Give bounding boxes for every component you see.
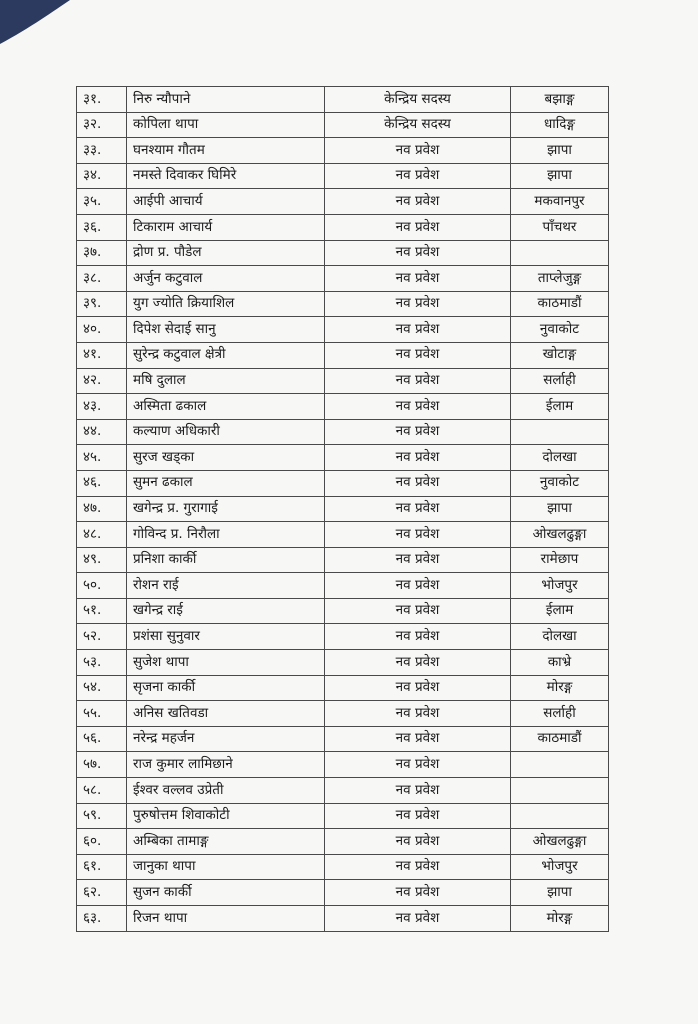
member-district-cell: मोरङ्ग [511, 906, 609, 932]
serial-number-cell: ३९. [77, 291, 127, 317]
member-name-cell: अस्मिता ढकाल [127, 394, 325, 420]
member-role-cell: नव प्रवेश [325, 778, 511, 804]
member-district-cell: ताप्लेजुङ्ग [511, 266, 609, 292]
member-name-cell: घनश्याम गौतम [127, 138, 325, 164]
member-district-cell [511, 803, 609, 829]
member-district-cell [511, 752, 609, 778]
serial-number-cell: ५६. [77, 726, 127, 752]
member-role-cell: नव प्रवेश [325, 419, 511, 445]
table-row [77, 445, 609, 471]
member-name-cell: खगेन्द्र राई [127, 598, 325, 624]
member-district-cell: खोटाङ्ग [511, 342, 609, 368]
member-list-body [77, 87, 609, 932]
table-row [77, 675, 609, 701]
table-row [77, 650, 609, 676]
member-district-cell: मोरङ्ग [511, 675, 609, 701]
member-name-cell: प्रशंसा सुनुवार [127, 624, 325, 650]
member-district-cell [511, 778, 609, 804]
member-district-cell: सर्लाही [511, 368, 609, 394]
member-name-cell: आईपी आचार्य [127, 189, 325, 215]
member-role-cell: नव प्रवेश [325, 624, 511, 650]
table-row [77, 470, 609, 496]
table-row [77, 163, 609, 189]
member-role-cell: नव प्रवेश [325, 829, 511, 855]
serial-number-cell: ५५. [77, 701, 127, 727]
member-role-cell: नव प्रवेश [325, 317, 511, 343]
member-district-cell: पाँचथर [511, 214, 609, 240]
serial-number-cell: ४८. [77, 522, 127, 548]
table-row [77, 573, 609, 599]
member-name-cell: अम्बिका तामाङ्ग [127, 829, 325, 855]
table-row [77, 598, 609, 624]
member-name-cell: सृजना कार्की [127, 675, 325, 701]
member-role-cell: नव प्रवेश [325, 394, 511, 420]
serial-number-cell: ६०. [77, 829, 127, 855]
serial-number-cell: ४९. [77, 547, 127, 573]
table-row [77, 138, 609, 164]
serial-number-cell: ३७. [77, 240, 127, 266]
member-role-cell: नव प्रवेश [325, 291, 511, 317]
corner-shadow-decoration [0, 0, 70, 48]
member-name-cell: सुजन कार्की [127, 880, 325, 906]
member-district-cell: ओखलढुङ्गा [511, 829, 609, 855]
table-row [77, 240, 609, 266]
serial-number-cell: ५८. [77, 778, 127, 804]
table-row [77, 752, 609, 778]
table-row [77, 291, 609, 317]
member-name-cell: ईश्वर वल्लव उप्रेती [127, 778, 325, 804]
member-role-cell: नव प्रवेश [325, 906, 511, 932]
table-row [77, 112, 609, 138]
serial-number-cell: ५४. [77, 675, 127, 701]
serial-number-cell: ३२. [77, 112, 127, 138]
serial-number-cell: ३६. [77, 214, 127, 240]
serial-number-cell: ४६. [77, 470, 127, 496]
member-role-cell: नव प्रवेश [325, 214, 511, 240]
member-district-cell: झापा [511, 496, 609, 522]
member-district-cell: रामेछाप [511, 547, 609, 573]
member-role-cell: नव प्रवेश [325, 854, 511, 880]
member-role-cell: नव प्रवेश [325, 726, 511, 752]
member-name-cell: पुरुषोत्तम शिवाकोटी [127, 803, 325, 829]
serial-number-cell: ४१. [77, 342, 127, 368]
table-row [77, 854, 609, 880]
member-name-cell: दिपेश सेदाई सानु [127, 317, 325, 343]
member-name-cell: सुरेन्द्र कटुवाल क्षेत्री [127, 342, 325, 368]
table-row [77, 419, 609, 445]
table-row [77, 368, 609, 394]
table-row [77, 906, 609, 932]
member-district-cell [511, 419, 609, 445]
member-district-cell: झापा [511, 163, 609, 189]
serial-number-cell: ५१. [77, 598, 127, 624]
table-row [77, 701, 609, 727]
member-name-cell: युग ज्योति क्रियाशिल [127, 291, 325, 317]
serial-number-cell: ४४. [77, 419, 127, 445]
table-row [77, 547, 609, 573]
table-row [77, 214, 609, 240]
member-name-cell: कल्याण अधिकारी [127, 419, 325, 445]
member-district-cell: झापा [511, 138, 609, 164]
serial-number-cell: ५२. [77, 624, 127, 650]
member-district-cell: ओखलढुङ्गा [511, 522, 609, 548]
member-name-cell: सुजेश थापा [127, 650, 325, 676]
member-name-cell: निरु न्यौपाने [127, 87, 325, 113]
serial-number-cell: ५०. [77, 573, 127, 599]
table-row [77, 778, 609, 804]
member-name-cell: जानुका थापा [127, 854, 325, 880]
member-name-cell: सुमन ढकाल [127, 470, 325, 496]
table-row [77, 87, 609, 113]
member-role-cell: नव प्रवेश [325, 880, 511, 906]
member-name-cell: अर्जुन कटुवाल [127, 266, 325, 292]
member-district-cell: काठमाडौं [511, 726, 609, 752]
serial-number-cell: ४७. [77, 496, 127, 522]
member-district-cell: सर्लाही [511, 701, 609, 727]
serial-number-cell: ६३. [77, 906, 127, 932]
serial-number-cell: ५९. [77, 803, 127, 829]
member-district-cell: मकवानपुर [511, 189, 609, 215]
member-name-cell: रोशन राई [127, 573, 325, 599]
member-name-cell: टिकाराम आचार्य [127, 214, 325, 240]
table-row [77, 726, 609, 752]
member-district-cell: बझाङ्ग [511, 87, 609, 113]
member-name-cell: प्रनिशा कार्की [127, 547, 325, 573]
member-name-cell: खगेन्द्र प्र. गुरागाई [127, 496, 325, 522]
serial-number-cell: ३५. [77, 189, 127, 215]
member-role-cell: नव प्रवेश [325, 650, 511, 676]
table-row [77, 317, 609, 343]
member-role-cell: नव प्रवेश [325, 522, 511, 548]
serial-number-cell: ४३. [77, 394, 127, 420]
table-row [77, 522, 609, 548]
member-role-cell: नव प्रवेश [325, 598, 511, 624]
member-district-cell: दोलखा [511, 624, 609, 650]
serial-number-cell: ३१. [77, 87, 127, 113]
serial-number-cell: ५७. [77, 752, 127, 778]
member-district-cell: झापा [511, 880, 609, 906]
serial-number-cell: ६१. [77, 854, 127, 880]
member-name-cell: कोपिला थापा [127, 112, 325, 138]
serial-number-cell: ३८. [77, 266, 127, 292]
serial-number-cell: ४०. [77, 317, 127, 343]
member-district-cell: भोजपुर [511, 573, 609, 599]
member-district-cell: नुवाकोट [511, 317, 609, 343]
member-role-cell: नव प्रवेश [325, 573, 511, 599]
member-role-cell: नव प्रवेश [325, 675, 511, 701]
member-role-cell: नव प्रवेश [325, 163, 511, 189]
member-district-cell: भोजपुर [511, 854, 609, 880]
member-name-cell: अनिस खतिवडा [127, 701, 325, 727]
member-role-cell: नव प्रवेश [325, 803, 511, 829]
serial-number-cell: ६२. [77, 880, 127, 906]
member-role-cell: नव प्रवेश [325, 189, 511, 215]
serial-number-cell: ५३. [77, 650, 127, 676]
member-district-cell: धादिङ्ग [511, 112, 609, 138]
member-name-cell: द्रोण प्र. पौडेल [127, 240, 325, 266]
member-role-cell: नव प्रवेश [325, 496, 511, 522]
table-row [77, 394, 609, 420]
table-row [77, 880, 609, 906]
member-name-cell: गोविन्द प्र. निरौला [127, 522, 325, 548]
member-district-cell: दोलखा [511, 445, 609, 471]
serial-number-cell: ४५. [77, 445, 127, 471]
table-row [77, 342, 609, 368]
member-role-cell: नव प्रवेश [325, 266, 511, 292]
member-role-cell: नव प्रवेश [325, 240, 511, 266]
member-role-cell: केन्द्रिय सदस्य [325, 112, 511, 138]
member-name-cell: सुरज खड्का [127, 445, 325, 471]
serial-number-cell: ३३. [77, 138, 127, 164]
member-district-cell: नुवाकोट [511, 470, 609, 496]
member-district-cell: ईलाम [511, 598, 609, 624]
member-district-cell [511, 240, 609, 266]
member-district-cell: काठमाडौं [511, 291, 609, 317]
member-name-cell: नरेन्द्र महर्जन [127, 726, 325, 752]
member-name-cell: नमस्ते दिवाकर घिमिरे [127, 163, 325, 189]
member-role-cell: नव प्रवेश [325, 445, 511, 471]
table-row [77, 829, 609, 855]
table-row [77, 496, 609, 522]
member-list-table [76, 86, 609, 932]
serial-number-cell: ३४. [77, 163, 127, 189]
member-role-cell: नव प्रवेश [325, 752, 511, 778]
member-role-cell: केन्द्रिय सदस्य [325, 87, 511, 113]
member-role-cell: नव प्रवेश [325, 470, 511, 496]
member-role-cell: नव प्रवेश [325, 342, 511, 368]
member-role-cell: नव प्रवेश [325, 547, 511, 573]
member-name-cell: मषि दुलाल [127, 368, 325, 394]
member-name-cell: रिजन थापा [127, 906, 325, 932]
table-row [77, 266, 609, 292]
table-row [77, 803, 609, 829]
table-row [77, 189, 609, 215]
member-district-cell: ईलाम [511, 394, 609, 420]
member-name-cell: राज कुमार लामिछाने [127, 752, 325, 778]
table-row [77, 624, 609, 650]
member-role-cell: नव प्रवेश [325, 701, 511, 727]
member-role-cell: नव प्रवेश [325, 368, 511, 394]
member-district-cell: काभ्रे [511, 650, 609, 676]
serial-number-cell: ४२. [77, 368, 127, 394]
member-role-cell: नव प्रवेश [325, 138, 511, 164]
